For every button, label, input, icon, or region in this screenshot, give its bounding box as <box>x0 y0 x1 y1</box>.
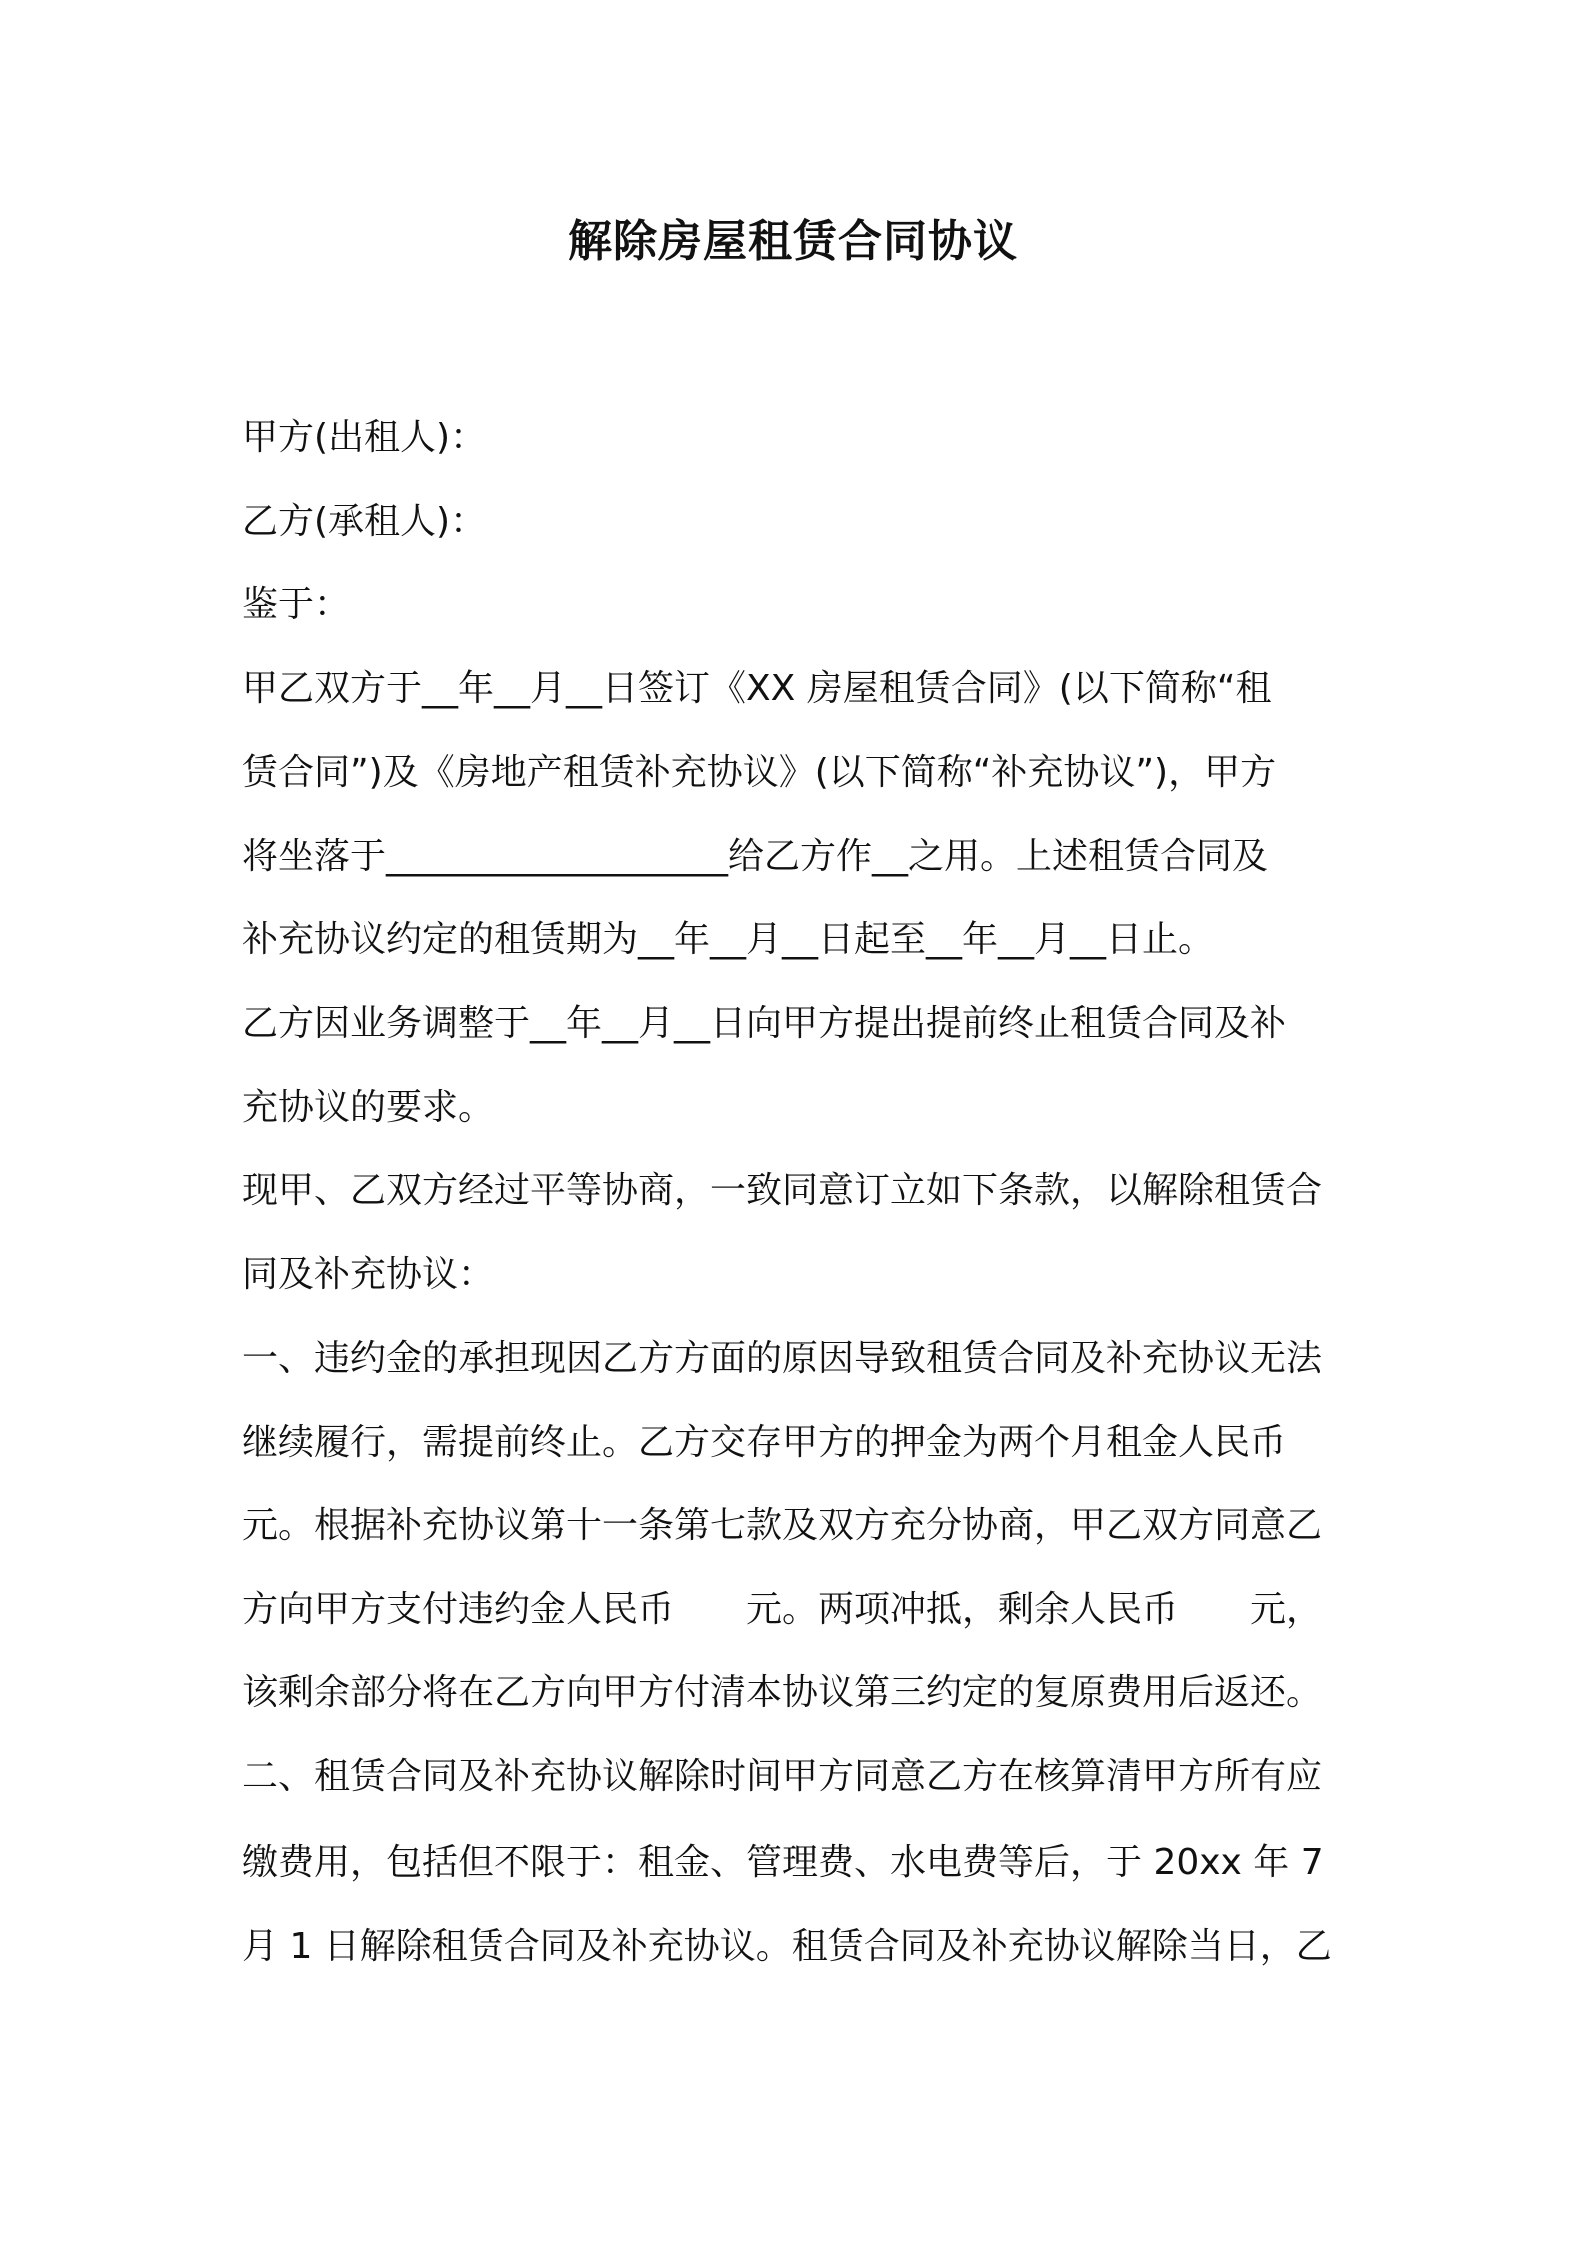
body-line: 补充协议约定的租赁期为__年__月__日起至__年__月__日止。 <box>242 919 1215 960</box>
clause-1-line: 元。根据补充协议第十一条第七款及双方充分协商，甲乙双方同意乙 <box>242 1505 1323 1546</box>
clause-2-line: 缴费用，包括但不限于：租金、管理费、水电费等后，于 20xx 年 7 <box>242 1842 1324 1883</box>
whereas-line: 鉴于： <box>242 584 351 625</box>
document-title: 解除房屋租赁合同协议 <box>568 216 1018 267</box>
body-line: 赁合同”)及《房地产租赁补充协议》(以下简称“补充协议”)，甲方 <box>242 752 1277 793</box>
clause-1-line: 继续履行，需提前终止。乙方交存甲方的押金为两个月租金人民币 <box>242 1422 1287 1463</box>
body-line: 甲乙双方于__年__月__日签订《XX 房屋租赁合同》(以下简称“租 <box>242 668 1272 709</box>
body-line: 充协议的要求。 <box>242 1087 495 1128</box>
clause-1-line: 方向甲方支付违约金人民币 元。两项冲抵，剩余人民币 元， <box>242 1589 1323 1630</box>
body-line: 乙方因业务调整于__年__月__日向甲方提出提前终止租赁合同及补 <box>242 1003 1287 1044</box>
party-b-line: 乙方(承租人)： <box>242 501 487 542</box>
body-line: 同及补充协议： <box>242 1254 495 1295</box>
body-line: 将坐落于___________________给乙方作__之用。上述租赁合同及 <box>242 836 1269 877</box>
clause-1-line: 该剩余部分将在乙方向甲方付清本协议第三约定的复原费用后返还。 <box>242 1672 1323 1713</box>
clause-2-line: 二、租赁合同及补充协议解除时间甲方同意乙方在核算清甲方所有应 <box>242 1756 1323 1797</box>
party-a-line: 甲方(出租人)： <box>242 417 487 458</box>
clause-1-line: 一、违约金的承担现因乙方方面的原因导致租赁合同及补充协议无法 <box>242 1338 1323 1379</box>
body-line: 现甲、乙双方经过平等协商，一致同意订立如下条款，以解除租赁合 <box>242 1170 1323 1211</box>
clause-2-line: 月 1 日解除租赁合同及补充协议。租赁合同及补充协议解除当日，乙 <box>242 1926 1332 1967</box>
